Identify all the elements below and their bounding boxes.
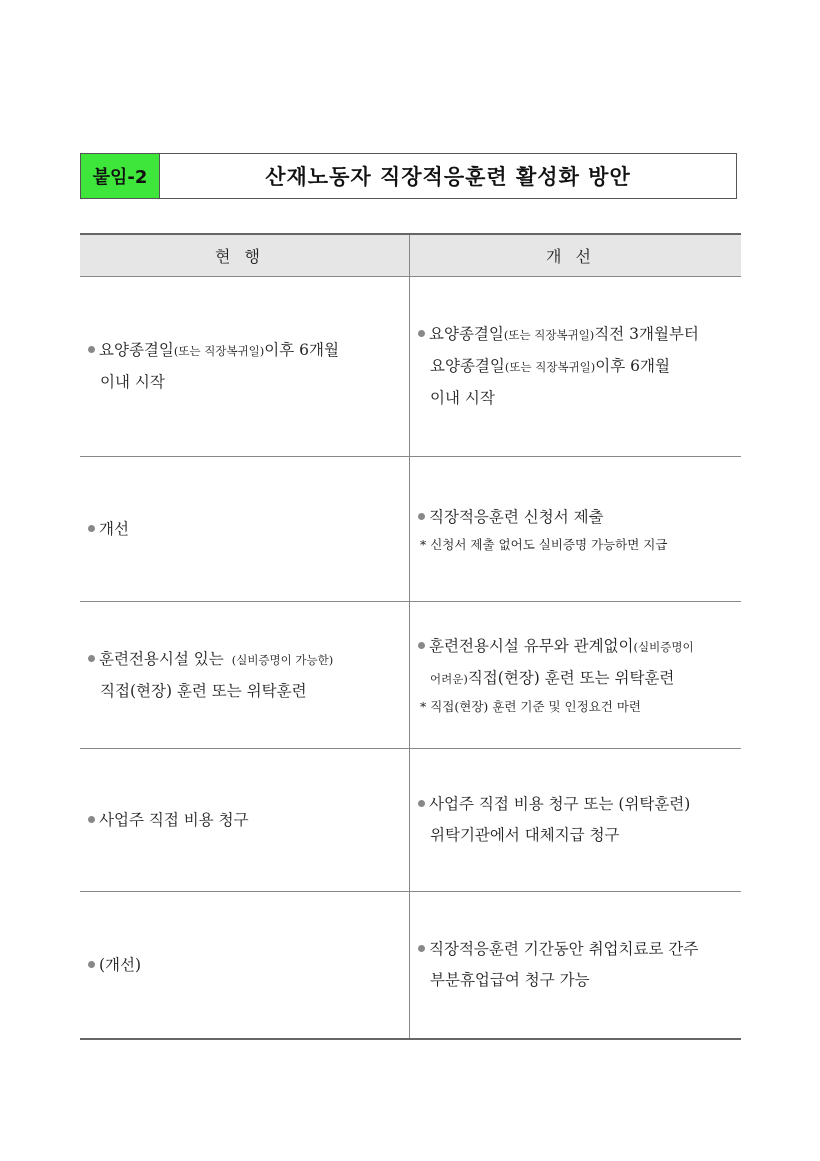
cell-current: 요양종결일 (또는 직장복귀일) 이후 6개월 이내 시작 [80, 277, 410, 456]
header-improved: 개선 [546, 247, 605, 266]
cell-improved: 직장적응훈련 신청서 제출 * 신청서 제출 없어도 실비증명 가능하면 지급 [410, 457, 741, 601]
cell-current: 사업주 직접 비용 청구 [80, 749, 410, 891]
table-row [80, 748, 741, 891]
footnote: * 직접(현장) 훈련 기준 및 인정요건 마련 [420, 699, 641, 714]
document-title: 산재노동자 직장적응훈련 활성화 방안 [265, 165, 631, 189]
title-box [80, 153, 737, 199]
comparison-table [80, 233, 741, 1040]
bullet-icon [418, 800, 425, 807]
table-row [80, 276, 741, 456]
table-row [80, 456, 741, 601]
header-current: 현행 [80, 235, 410, 276]
bullet-icon [418, 330, 425, 337]
table-header-row [80, 235, 741, 276]
bullet-icon [418, 513, 425, 520]
attachment-badge: 붙임-2 [81, 154, 160, 198]
cell-improved: 직장적응훈련 기간동안 취업치료로 간주 부분휴업급여 청구 가능 [410, 892, 741, 1038]
bullet-icon [418, 642, 425, 649]
cell-current: (개선) [80, 892, 410, 1038]
bullet-icon [88, 816, 95, 823]
table-row [80, 601, 741, 748]
bullet-icon [88, 961, 95, 968]
cell-improved: 훈련전용시설 유무와 관계없이 (실비증명이 어려운) 직접(현장) 훈련 또는 위탁훈련 * 직접(현장) 훈련 기준 및 인정요건 마련 [410, 602, 741, 748]
bullet-icon [88, 525, 95, 532]
cell-improved: 요양종결일 (또는 직장복귀일) 직전 3개월부터 요양종결일 (또는 직장복귀일) 이후 6개월 이내 시작 [410, 277, 741, 456]
footnote: * 신청서 제출 없어도 실비증명 가능하면 지급 [420, 536, 668, 552]
table-row [80, 891, 741, 1038]
bullet-icon [418, 945, 425, 952]
bullet-icon [88, 346, 95, 353]
cell-improved: 사업주 직접 비용 청구 또는 (위탁훈련) 위탁기관에서 대체지급 청구 [410, 749, 741, 891]
cell-current: 개선 [80, 457, 410, 601]
bullet-icon [88, 655, 95, 662]
cell-current: 훈련전용시설 있는 (실비증명이 가능한) 직접(현장) 훈련 또는 위탁훈련 [80, 602, 410, 748]
